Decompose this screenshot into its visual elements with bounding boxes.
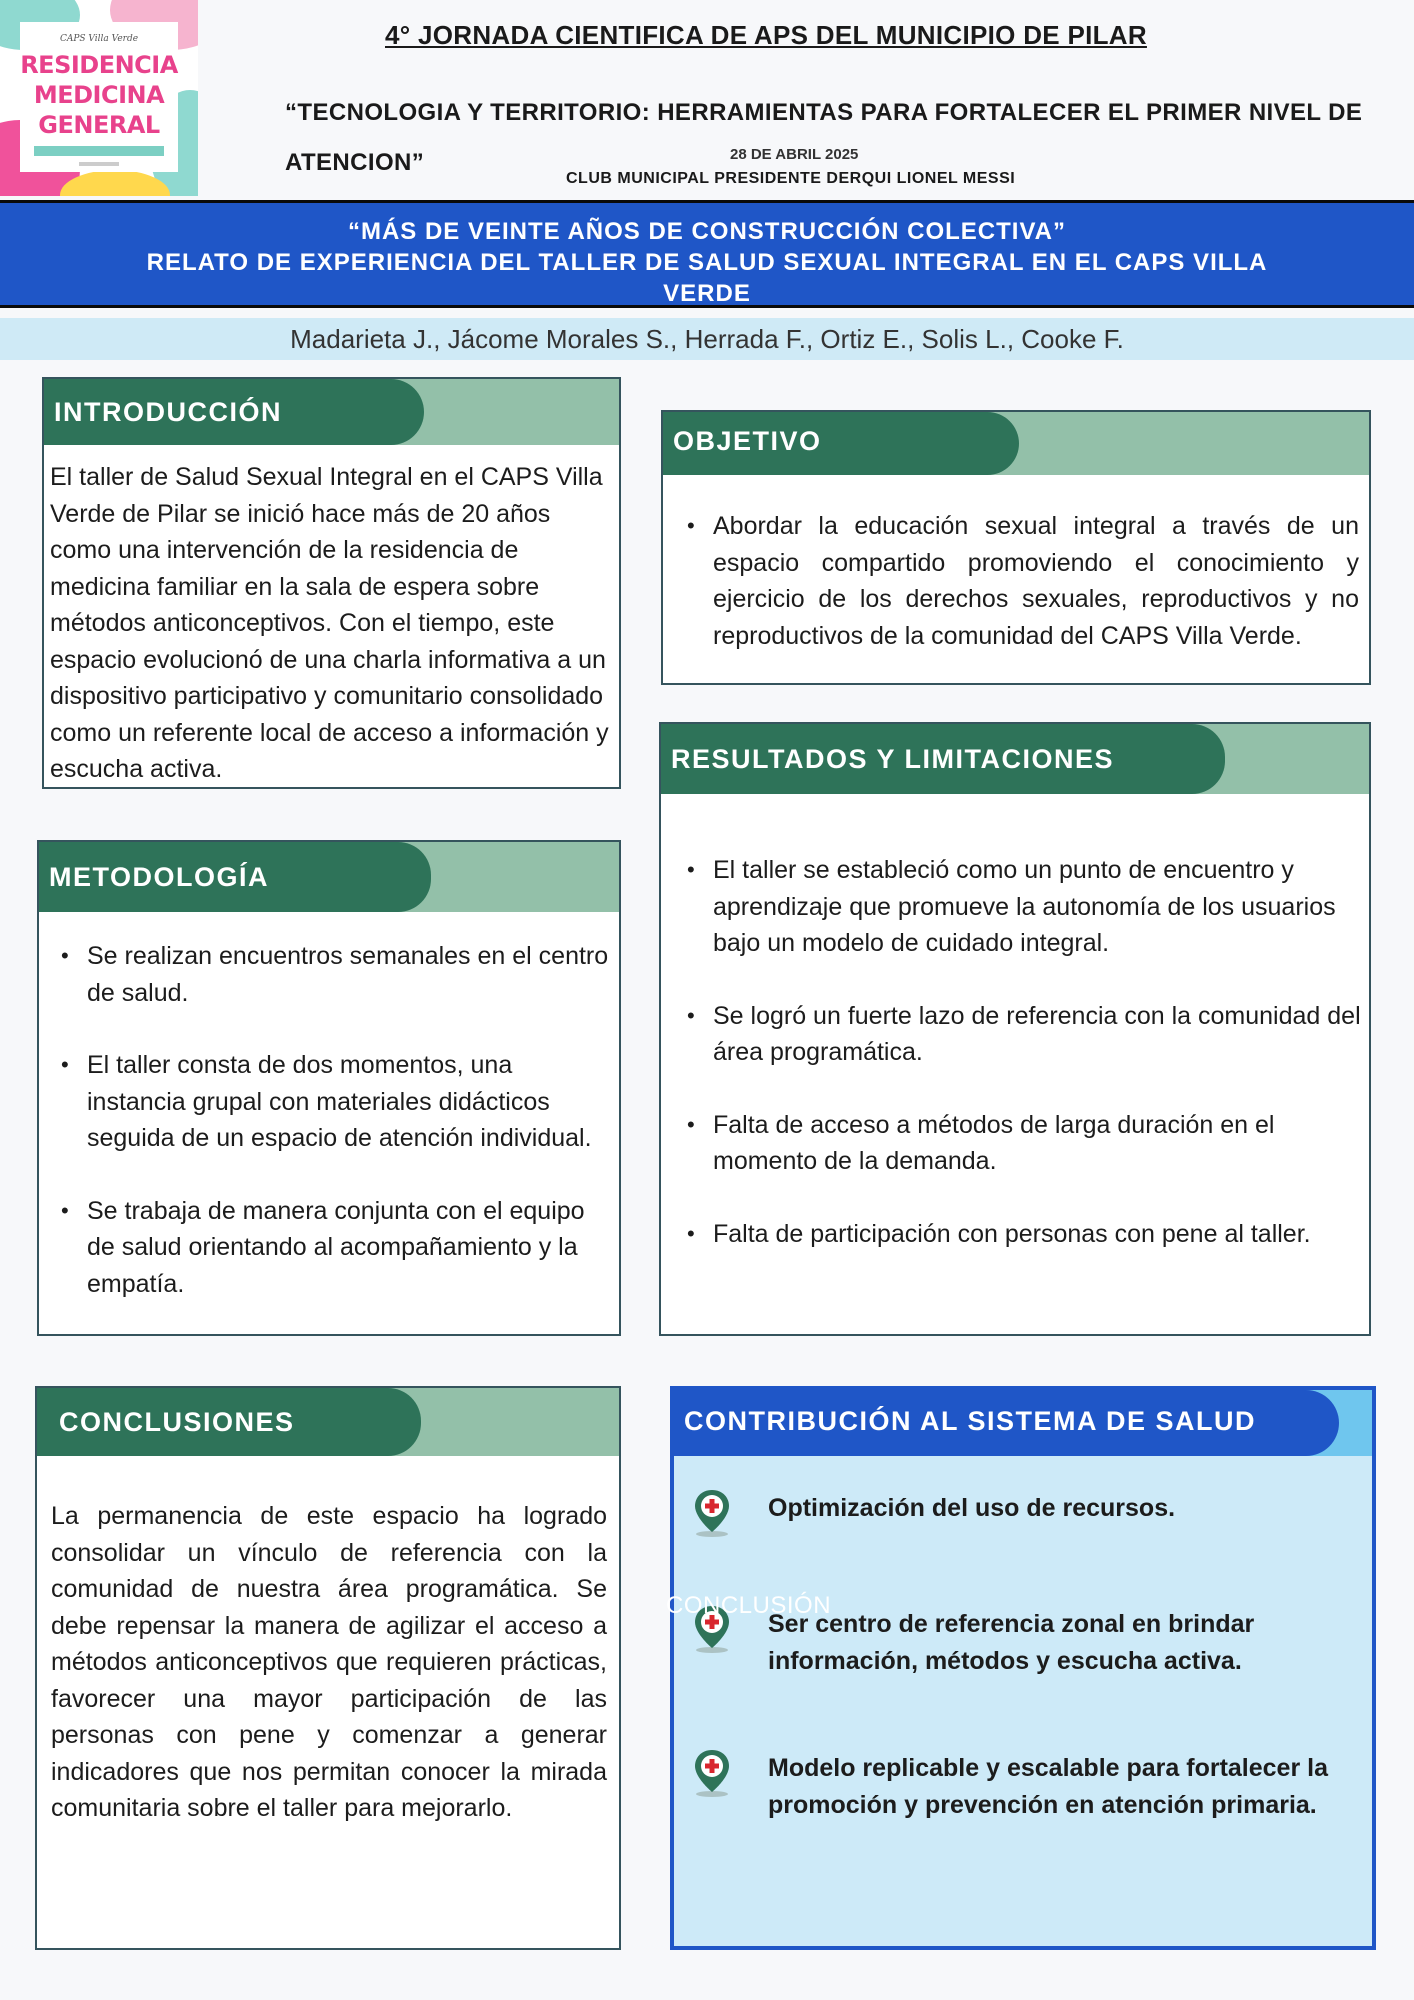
objetivo-title: OBJETIVO [663,412,1019,475]
metodologia-title: METODOLOGÍA [39,842,431,912]
contribucion-section [670,1386,1376,1950]
list-item: • Se trabaja de manera conjunta con el equipo de salud orientando al acompañamiento y la empatía. [51,1193,611,1303]
list-item: • Se logró un fuerte lazo de referencia con la comunidad del área programática. [677,998,1363,1071]
conclusiones-text: La permanencia de este espacio ha logrado consolidar un vínculo de referencia con la comunidad de nuestra área programática. Se debe repensar la manera de agilizar el acceso a métodos anticonceptivos que requieren prácticas, favorecer una mayor participación de las personas con pene y comenzar a generar indicadores que nos permitan conocer la mirada comunitaria sobre el taller para mejorarlo. [51,1502,607,1822]
contribucion-item [692,1484,1362,1564]
introduccion-section [42,377,621,789]
authors: Madarieta J., Jácome Morales S., Herrada F., Ortiz E., Solis L., Cooke F. [0,318,1414,360]
objetivo-section [661,410,1371,685]
poster-subtitle: RELATO DE EXPERIENCIA DEL TALLER DE SALUD SEXUAL INTEGRAL EN EL CAPS VILLA VERDE [146,249,1268,307]
conclusiones-title: CONCLUSIONES [37,1388,421,1456]
residency-logo [0,0,198,196]
event-date: 28 DE ABRIL 2025 [730,146,859,163]
conclusiones-section [35,1386,621,1950]
list-item: • Falta de acceso a métodos de larga duración en el momento de la demanda. [677,1107,1363,1180]
list-item: • Se realizan encuentros semanales en el centro de salud. [51,938,611,1011]
objetivo-item: • Abordar la educación sexual integral a través de un espacio compartido promoviendo el conocimiento y ejercicio de los derechos sexuales, reproductivos y no reproductivos de la comunidad del CAPS Villa Verde. [677,508,1359,654]
resultados-list [677,852,1363,1252]
resultados-title: RESULTADOS Y LIMITACIONES [661,724,1225,794]
medical-location-pin-icon [692,1748,732,1798]
metodologia-section [37,840,621,1336]
ghost-label: CONCLUSIÓN [666,1592,832,1619]
contribucion-text: Modelo replicable y escalable para fortalecer la promoción y prevención en atención primaria. [768,1754,1328,1819]
poster-title: “MÁS DE VEINTE AÑOS DE CONSTRUCCIÓN COLECTIVA” [347,218,1067,245]
logo-title: RESIDENCIA MEDICINA GENERAL [20,51,178,139]
poster-title-banner [0,200,1414,308]
metodologia-list [51,938,611,1302]
contribucion-item [692,1744,1362,1824]
list-item: • El taller consta de dos momentos, una instancia grupal con materiales didácticos seguida de un espacio de atención individual. [51,1047,611,1157]
list-item: • Falta de participación con personas con pene al taller. [677,1216,1363,1253]
event-title: 4° JORNADA CIENTIFICA DE APS DEL MUNICIPIO DE PILAR [385,20,1147,50]
objetivo-list [677,508,1359,654]
event-venue: CLUB MUNICIPAL PRESIDENTE DERQUI LIONEL MESSI [566,170,1016,187]
medical-location-pin-icon [692,1488,732,1538]
contribucion-text: Ser centro de referencia zonal en brindar información, métodos y escucha activa. [768,1610,1255,1675]
event-subtitle: “TECNOLOGIA Y TERRITORIO: HERRAMIENTAS PARA FORTALECER EL PRIMER NIVEL DE ATENCION” [285,99,1363,176]
introduccion-text: El taller de Salud Sexual Integral en el CAPS Villa Verde de Pilar se inició hace más de 20 años como una intervención de la residencia de medicina familiar en la sala de espera sobre métodos anticonceptivos. Con el tiempo, este espacio evolucionó de una charla informativa a un dispositivo participativo y comunitario consolidado como un referente local de acceso a información y escucha activa. [50,463,609,783]
resultados-section [659,722,1371,1336]
contribucion-text: Optimización del uso de recursos. [768,1494,1176,1522]
introduccion-title: INTRODUCCIÓN [44,379,424,445]
list-item: • El taller se estableció como un punto de encuentro y aprendizaje que promueve la autonomía de los usuarios bajo un modelo de cuidado integral. [677,852,1363,962]
logo-small-text: CAPS Villa Verde [59,34,139,44]
contribucion-title: CONTRIBUCIÓN AL SISTEMA DE SALUD [674,1390,1339,1456]
